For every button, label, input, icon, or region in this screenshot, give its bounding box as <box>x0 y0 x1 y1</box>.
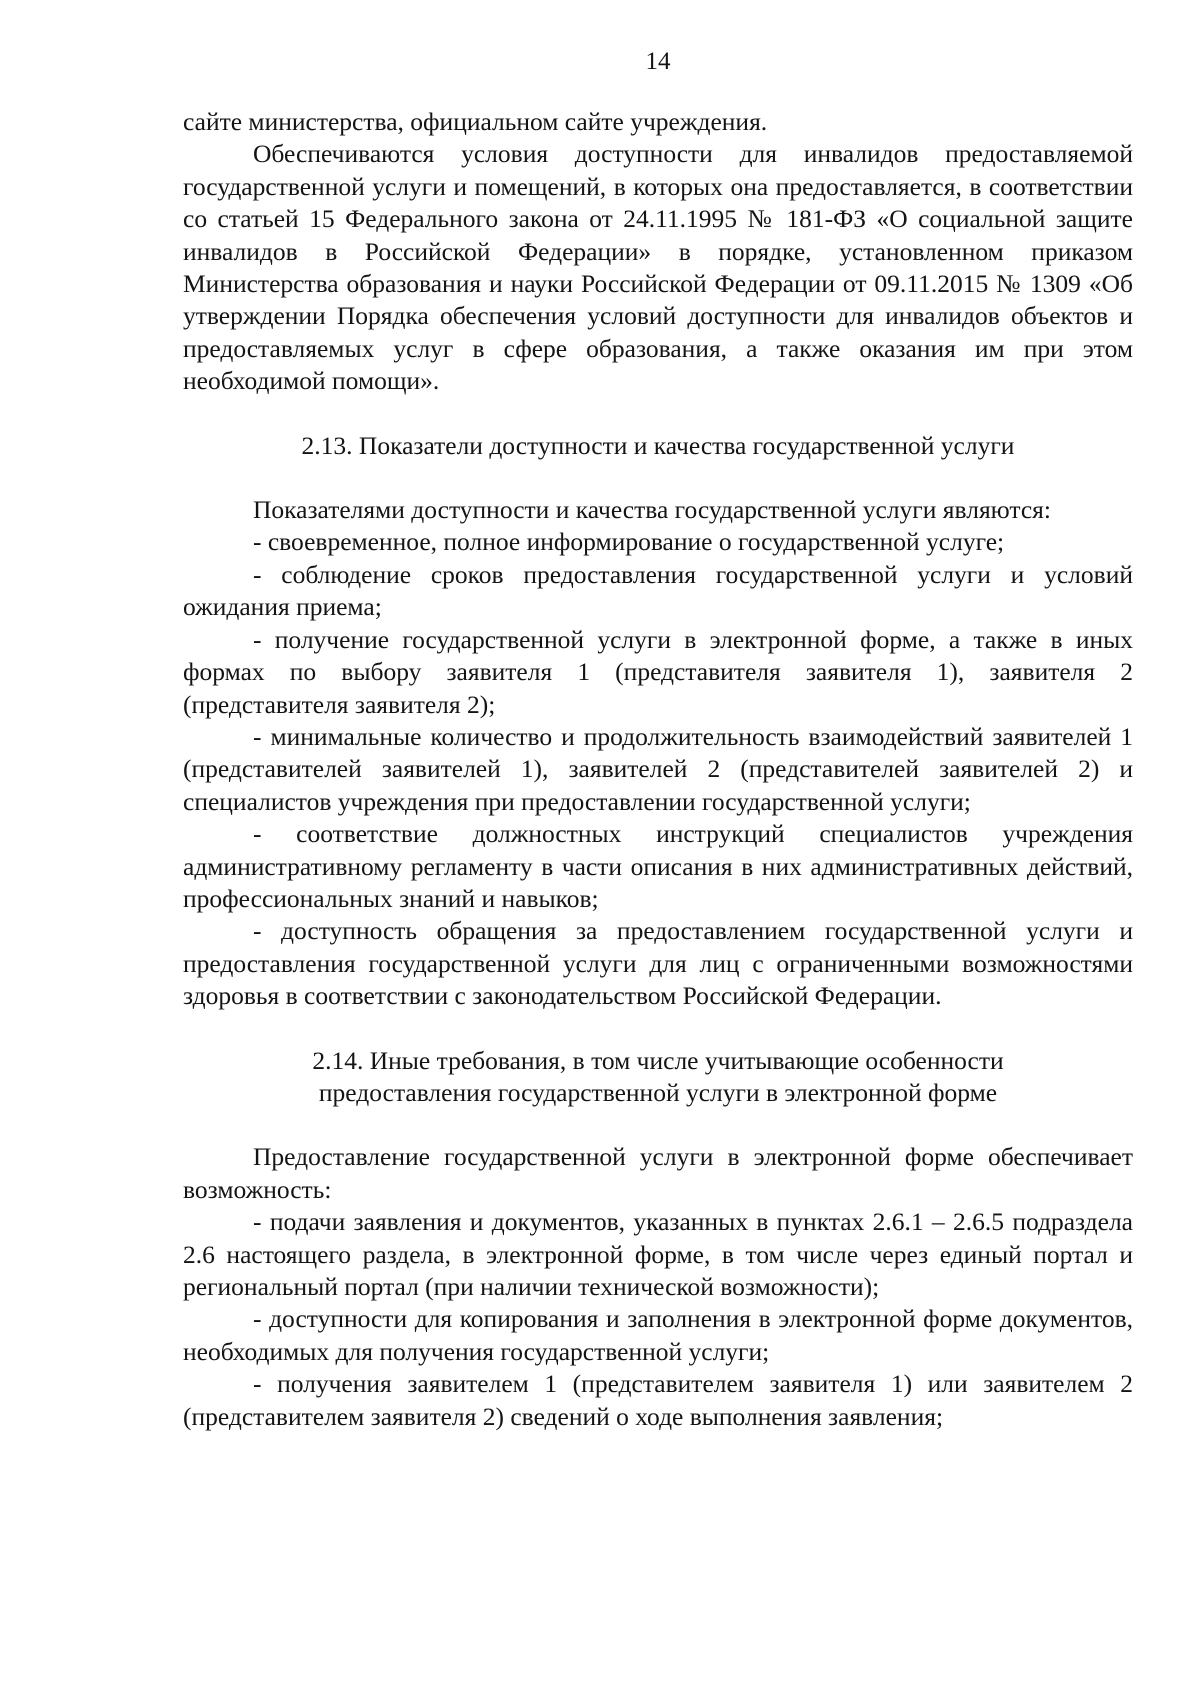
paragraph-accessibility-conditions: Обеспечиваются условия доступности для инвалидов предоставляемой государственной услуги и помещений, в которых она предоставляется, в соответствии со статьей 15 Федерального закона от 24.11.1995 № 181-ФЗ «О социальной защите инвалидов в Российской Федерации» в порядке, установленном приказом Министерства образования и науки Российской Федерации от 09.11.2015 № 1309 «Об утверждении Порядка обеспечения условий доступности для инвалидов объектов и предоставляемых услуг в сфере образования, а также оказания им при этом необходимой помощи». <box>183 139 1133 396</box>
section-heading-2-14-line2: предоставления государственной услуги в электронной форме <box>318 1077 998 1107</box>
list-item: - получение государственной услуги в электронной форме, а также в иных формах по выбору заявителя 1 (представителя заявителя 1), заявителя 2 (представителя заявителя 2); <box>183 624 1133 719</box>
document-page <box>183 0 1133 1696</box>
list-item: - соответствие должностных инструкций специалистов учреждения административному регламенту в части описания в них административных действий, профессиональных знаний и навыков; <box>183 819 1133 913</box>
section-heading-2-13: 2.13. Показатели доступности и качества государственной услуги <box>301 430 1015 460</box>
list-item: - подачи заявления и документов, указанных в пунктах 2.6.1 – 2.6.5 подраздела 2.6 настоящего раздела, в электронной форме, в том числе через единый портал и региональный портал (при наличии технической возможности); <box>183 1207 1133 1301</box>
list-item: - доступности для копирования и заполнения в электронной форме документов, необходимых для получения государственной услуги; <box>183 1304 1133 1366</box>
list-item: - соблюдение сроков предоставления государственной услуги и условий ожидания приема; <box>183 559 1133 622</box>
list-item: - получения заявителем 1 (представителем заявителя 1) или заявителем 2 (представителем заявителя 2) сведений о ходе выполнения заявления; <box>183 1369 1133 1431</box>
list-item: - своевременное, полное информирование о государственной услуге; <box>253 527 1005 557</box>
section-2-14-intro: Предоставление государственной услуги в электронной форме обеспечивает возможность: <box>183 1142 1133 1204</box>
list-item: - доступность обращения за предоставлением государственной услуги и предоставления государственной услуги для лиц с ограниченными возможностями здоровья в соответствии с законодательством Российской Федерации. <box>183 916 1133 1011</box>
section-heading-2-14-line1: 2.14. Иные требования, в том числе учитывающие особенности <box>312 1045 1004 1075</box>
paragraph-continuation: сайте министерства, официальном сайте учреждения. <box>183 107 768 136</box>
document-body <box>183 106 1133 1433</box>
section-2-13-intro: Показателями доступности и качества государственной услуги являются: <box>253 495 1051 525</box>
list-item: - минимальные количество и продолжительность взаимодействий заявителей 1 (представителей заявителей 1), заявителей 2 (представителей заявителей 2) и специалистов учреждения при предоставлении государственной услуги; <box>183 721 1133 816</box>
page-number: 14 <box>645 48 671 75</box>
